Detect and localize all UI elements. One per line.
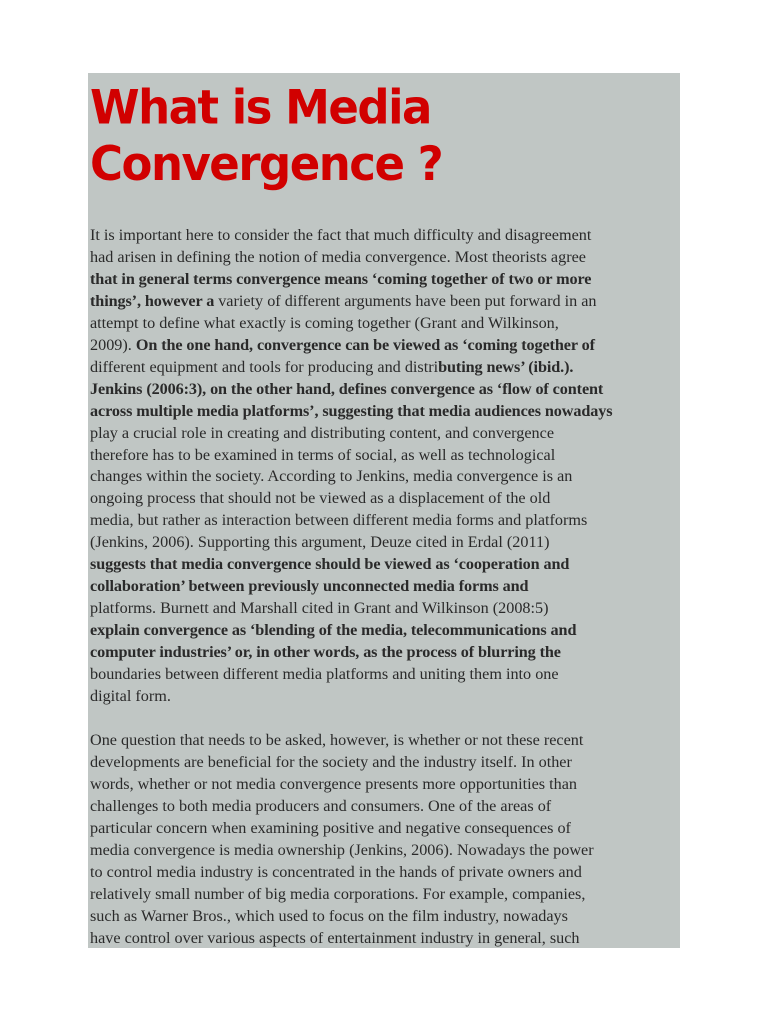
article-body bbox=[90, 225, 680, 948]
text-line bbox=[90, 576, 680, 598]
text-segment: boundaries between different media platforms and uniting them into one bbox=[90, 665, 559, 684]
text-line bbox=[90, 423, 680, 445]
text-line bbox=[90, 686, 680, 708]
text-segment: digital form. bbox=[90, 687, 171, 706]
text-line bbox=[90, 532, 680, 554]
text-line bbox=[90, 357, 680, 379]
paragraph-gap bbox=[90, 708, 680, 730]
text-segment: play a crucial role in creating and distributing content, and convergence bbox=[90, 423, 555, 442]
text-line bbox=[90, 620, 680, 642]
paragraph-2 bbox=[90, 730, 680, 948]
text-line bbox=[90, 379, 680, 401]
text-segment: have control over various aspects of entertainment industry in general, such bbox=[90, 928, 580, 947]
text-segment: ongoing process that should not be viewed as a displacement of the old bbox=[90, 489, 551, 508]
text-line bbox=[90, 225, 680, 247]
title-line-2: Convergence ? bbox=[90, 136, 443, 192]
text-segment: challenges to both media producers and consumers. One of the areas of bbox=[90, 796, 552, 815]
bold-text-segment: across multiple media platforms’, suggesting that media audiences nowadays bbox=[90, 401, 613, 420]
text-segment: relatively small number of big media corporations. For example, companies, bbox=[90, 884, 586, 903]
page-title bbox=[88, 73, 680, 193]
title-line-1: What is Media bbox=[90, 79, 431, 135]
text-segment: such as Warner Bros., which used to focus on the film industry, nowadays bbox=[90, 906, 568, 925]
text-segment: therefore has to be examined in terms of social, as well as technological bbox=[90, 445, 556, 464]
text-segment: media convergence is media ownership (Jenkins, 2006). Nowadays the power bbox=[90, 840, 594, 859]
text-line bbox=[90, 928, 680, 948]
bold-text-segment: Jenkins (2006:3), on the other hand, defines convergence as ‘flow of content bbox=[90, 379, 604, 398]
text-segment: variety of different arguments have been put forward in an bbox=[218, 291, 597, 310]
text-segment: changes within the society. According to Jenkins, media convergence is an bbox=[90, 467, 573, 486]
text-line bbox=[90, 774, 680, 796]
text-line bbox=[90, 554, 680, 576]
text-line bbox=[90, 796, 680, 818]
text-segment: particular concern when examining positive and negative consequences of bbox=[90, 818, 571, 837]
text-line bbox=[90, 884, 680, 906]
text-line bbox=[90, 752, 680, 774]
text-line bbox=[90, 664, 680, 686]
bold-text-segment: that in general terms convergence means ‘coming together of two or more bbox=[90, 269, 592, 288]
text-line bbox=[90, 401, 680, 423]
text-segment: media, but rather as interaction between different media forms and platforms bbox=[90, 511, 588, 530]
text-segment: One question that needs to be asked, however, is whether or not these recent bbox=[90, 730, 584, 749]
bold-text-segment: things’, however a bbox=[90, 291, 219, 310]
bold-text-segment: explain convergence as ‘blending of the media, telecommunications and bbox=[90, 621, 577, 640]
bold-text-segment: buting news’ (ibid.). bbox=[438, 357, 574, 376]
text-segment: platforms. Burnett and Marshall cited in Grant and Wilkinson (2008:5) bbox=[90, 599, 549, 618]
bold-text-segment: collaboration’ between previously unconnected media forms and bbox=[90, 577, 529, 596]
text-segment: to control media industry is concentrated in the hands of private owners and bbox=[90, 862, 582, 881]
text-segment: attempt to define what exactly is coming together (Grant and Wilkinson, bbox=[90, 313, 559, 332]
text-segment: had arisen in defining the notion of media convergence. Most theorists agree bbox=[90, 247, 586, 266]
content-panel bbox=[88, 73, 680, 948]
text-line bbox=[90, 598, 680, 620]
text-line bbox=[90, 730, 680, 752]
text-segment: words, whether or not media convergence presents more opportunities than bbox=[90, 774, 577, 793]
text-line bbox=[90, 466, 680, 488]
text-line bbox=[90, 247, 680, 269]
text-line bbox=[90, 510, 680, 532]
text-segment: developments are beneficial for the society and the industry itself. In other bbox=[90, 752, 572, 771]
text-line bbox=[90, 642, 680, 664]
bold-text-segment: computer industries’ or, in other words, as the process of blurring the bbox=[90, 643, 561, 662]
text-line bbox=[90, 818, 680, 840]
text-line bbox=[90, 313, 680, 335]
text-line bbox=[90, 445, 680, 467]
text-line bbox=[90, 862, 680, 884]
paragraph-1 bbox=[90, 225, 680, 708]
text-segment: (Jenkins, 2006). Supporting this argument, Deuze cited in Erdal (2011) bbox=[90, 533, 550, 552]
text-segment: It is important here to consider the fact that much difficulty and disagreement bbox=[90, 226, 592, 244]
text-segment: different equipment and tools for producing and distri bbox=[90, 357, 439, 376]
text-segment: 2009). bbox=[90, 335, 136, 354]
text-line bbox=[90, 488, 680, 510]
text-line bbox=[90, 906, 680, 928]
text-line bbox=[90, 269, 680, 291]
text-line bbox=[90, 840, 680, 862]
text-line bbox=[90, 335, 680, 357]
bold-text-segment: suggests that media convergence should be viewed as ‘cooperation and bbox=[90, 555, 570, 574]
bold-text-segment: On the one hand, convergence can be viewed as ‘coming together of bbox=[135, 335, 595, 354]
text-line bbox=[90, 291, 680, 313]
